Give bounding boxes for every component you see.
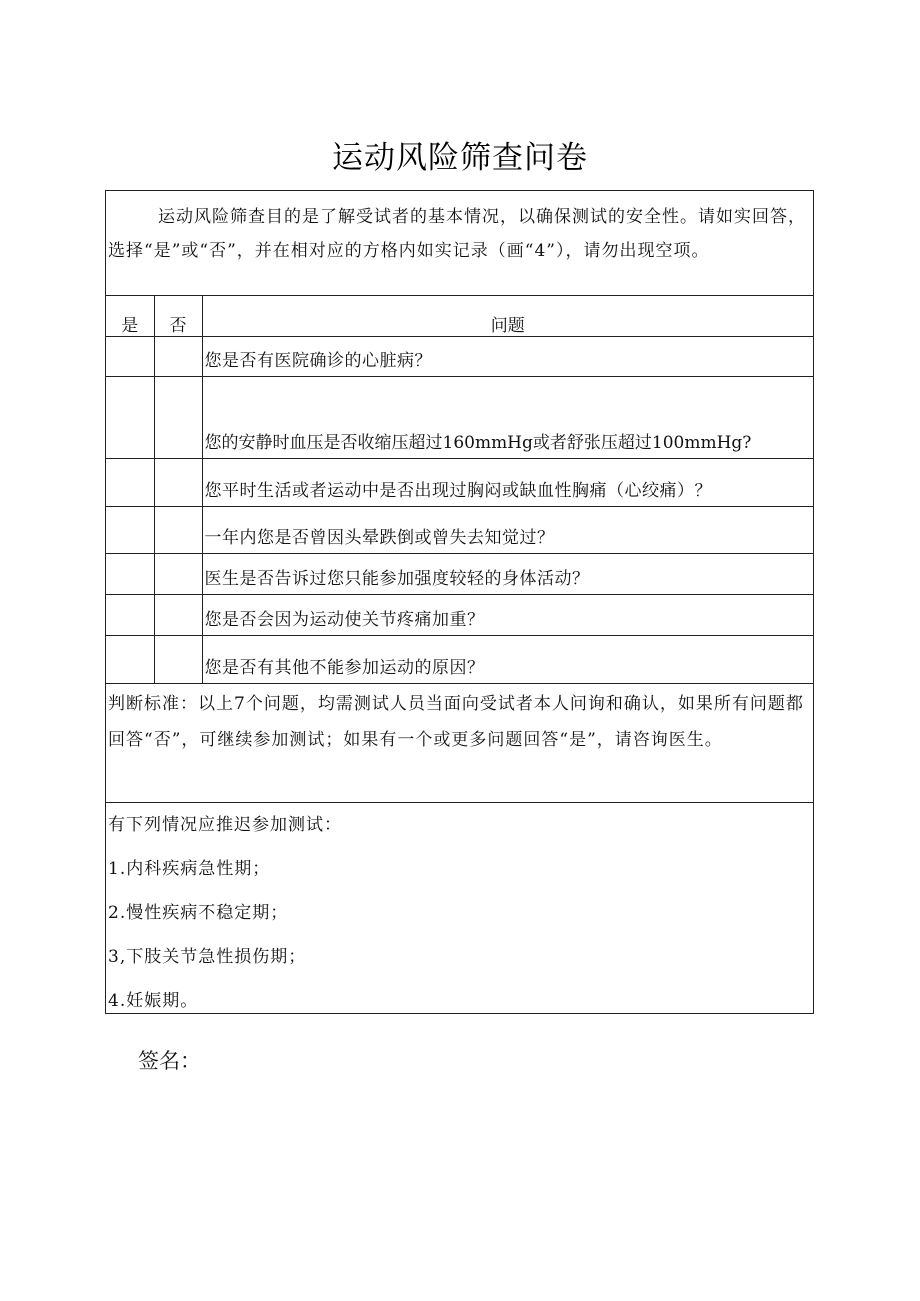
table-row <box>106 377 813 459</box>
no-column-header: 否 <box>154 296 202 337</box>
yes-checkbox-cell[interactable] <box>106 459 154 507</box>
no-checkbox-cell[interactable] <box>154 595 202 636</box>
no-checkbox-cell[interactable] <box>154 459 202 507</box>
no-checkbox-cell[interactable] <box>154 337 202 377</box>
yes-checkbox-cell[interactable] <box>106 507 154 554</box>
question-text: 您平时生活或者运动中是否出现过胸闷或缺血性胸痛（心绞痛）？ <box>202 459 813 507</box>
no-checkbox-cell[interactable] <box>154 507 202 554</box>
deferral-item: 2.慢性疾病不稳定期； <box>108 903 289 923</box>
question-text: 您是否会因为运动使关节疼痛加重？ <box>202 595 813 636</box>
question-column-header: 问题 <box>202 296 813 337</box>
no-checkbox-cell[interactable] <box>154 554 202 595</box>
questionnaire-form <box>105 190 814 1014</box>
table-header-row <box>106 296 813 337</box>
deferral-heading: 有下列情况应推迟参加测试： <box>108 815 342 835</box>
table-row <box>106 459 813 507</box>
deferral-item: 4.妊娠期。 <box>108 991 199 1011</box>
table-row <box>106 337 813 377</box>
yes-checkbox-cell[interactable] <box>106 636 154 684</box>
signature-label: 签名： <box>138 1049 201 1073</box>
question-table <box>106 296 813 684</box>
table-row <box>106 636 813 684</box>
deferral-conditions <box>106 803 813 1013</box>
table-row <box>106 595 813 636</box>
question-text: 您的安静时血压是否收缩压超过160mmHg或者舒张压超过100mmHg? <box>202 377 813 459</box>
yes-checkbox-cell[interactable] <box>106 595 154 636</box>
yes-checkbox-cell[interactable] <box>106 337 154 377</box>
judgment-criteria: 判断标准：以上7个问题，均需测试人员当面向受试者本人问询和确认，如果所有问题都回答“否”，可继续参加测试；如果有一个或更多问题回答“是”，请咨询医生。 <box>106 684 813 803</box>
yes-checkbox-cell[interactable] <box>106 554 154 595</box>
yes-checkbox-cell[interactable] <box>106 377 154 459</box>
question-text: 您是否有其他不能参加运动的原因？ <box>202 636 813 684</box>
yes-column-header: 是 <box>106 296 154 337</box>
intro-text: 运动风险筛查目的是了解受试者的基本情况，以确保测试的安全性。请如实回答，选择“是”或“否”，并在相对应的方格内如实记录（画“4”），请勿出现空项。 <box>106 191 813 296</box>
deferral-item: 3,下肢关节急性损伤期； <box>108 947 307 967</box>
question-text: 医生是否告诉过您只能参加强度较轻的身体活动？ <box>202 554 813 595</box>
question-text: 您是否有医院确诊的心脏病？ <box>202 337 813 377</box>
question-text: 一年内您是否曾因头晕跌倒或曾失去知觉过？ <box>202 507 813 554</box>
no-checkbox-cell[interactable] <box>154 636 202 684</box>
no-checkbox-cell[interactable] <box>154 377 202 459</box>
page-title: 运动风险筛查问卷 <box>332 140 588 176</box>
deferral-item: 1.内科疾病急性期； <box>108 859 271 879</box>
table-row <box>106 507 813 554</box>
table-row <box>106 554 813 595</box>
